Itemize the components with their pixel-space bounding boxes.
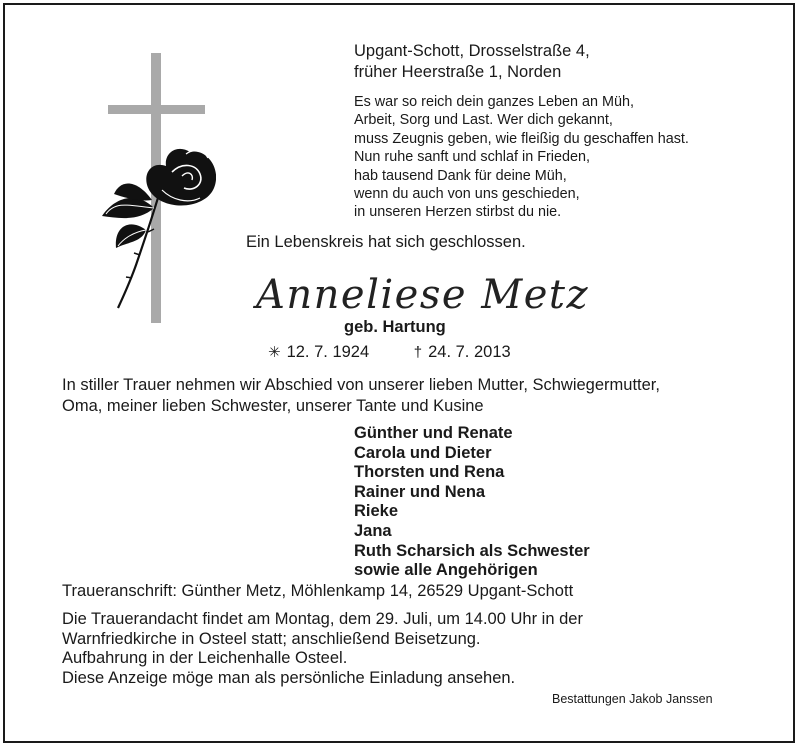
birth-date: 12. 7. 1924 (286, 343, 370, 361)
farewell-line: Oma, meiner lieben Schwester, unserer Tante und Kusine (62, 396, 484, 415)
poem-line: wenn du auch von uns geschieden, (354, 186, 580, 203)
cross-rose-image (96, 50, 216, 330)
service-line: Aufbahrung in der Leichenhalle Osteel. (62, 649, 348, 667)
life-dates (268, 343, 511, 362)
poem-line: in unseren Herzen stirbst du nie. (354, 204, 562, 221)
poem-line: hab tausend Dank für deine Müh, (354, 167, 567, 184)
mourner: Rieke (354, 502, 399, 521)
poem (354, 93, 689, 222)
mourner: Jana (354, 521, 392, 540)
mourner: Thorsten und Rena (354, 463, 505, 482)
poem-line: muss Zeugnis geben, wie fleißig du geschaffen hast. (354, 130, 689, 147)
poem-line: Arbeit, Sorg und Last. Wer dich gekannt, (354, 112, 613, 129)
service-info (62, 610, 583, 688)
trauer-address: Traueranschrift: Günther Metz, Möhlenkamp 14, 26529 Upgant-Schott (62, 582, 574, 600)
mourner: Carola und Dieter (354, 443, 492, 462)
mourner: Ruth Scharsich als Schwester (354, 541, 590, 560)
funeral-home: Bestattungen Jakob Janssen (552, 692, 713, 706)
service-line: Die Trauerandacht findet am Montag, dem 29. Juli, um 14.00 Uhr in der (62, 610, 583, 628)
death-date: 24. 7. 2013 (428, 343, 511, 361)
mourner: Günther und Renate (354, 424, 513, 442)
mourner: Rainer und Nena (354, 482, 486, 501)
mourner: sowie alle Angehörigen (354, 561, 538, 580)
deceased-name: Anneliese Metz (256, 272, 590, 318)
address-line: Upgant-Schott, Drosselstraße 4, (354, 42, 590, 60)
maiden-name: geb. Hartung (344, 318, 446, 336)
address-line: früher Heerstraße 1, Norden (354, 63, 562, 81)
poem-line: Nun ruhe sanft und schlaf in Frieden, (354, 149, 590, 166)
farewell-text (62, 375, 660, 416)
mourners-list (354, 424, 590, 581)
farewell-line: In stiller Trauer nehmen wir Abschied von unserer lieben Mutter, Schwiegermutter, (62, 376, 660, 394)
service-line: Diese Anzeige möge man als persönliche Einladung ansehen. (62, 668, 516, 687)
sender-address (354, 41, 590, 83)
poem-line: Es war so reich dein ganzes Leben an Müh, (354, 94, 634, 110)
service-line: Warnfriedkirche in Osteel statt; anschließend Beisetzung. (62, 629, 481, 648)
death-cross-icon: † (413, 344, 423, 361)
birth-star-icon: ✳ (268, 344, 281, 361)
lebenskreis-line: Ein Lebenskreis hat sich geschlossen. (246, 233, 526, 251)
